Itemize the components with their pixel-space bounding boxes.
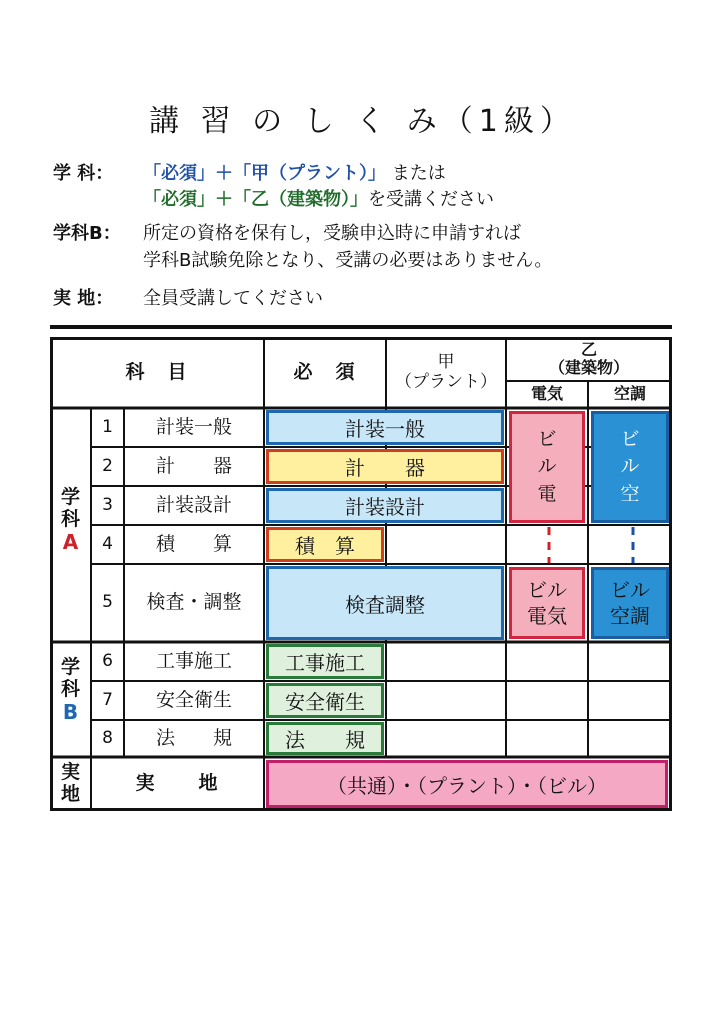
row-number: 3 [102,494,113,515]
page-title: 講 習 の し く み（1級） [149,104,576,139]
row-number: 6 [102,650,113,671]
section-a-top: 学 科 [60,486,80,530]
rule-text: 「必須」＋「乙（建築物）」 [143,189,368,210]
header-kuchou: 空調 [613,384,646,404]
box-sekisan: 積 算 [266,527,384,562]
section-b-top: 学 科 [60,656,80,700]
section-b-letter: B [62,699,79,724]
box-jitchi-all: （共通）・（プラント）・（ビル） [266,760,668,808]
rule-line [143,223,521,245]
row-subject-name: 安全衛生 [155,688,232,711]
box-biru-den-vertical: ビ ル 電 [509,411,585,523]
section-b-label [50,657,91,724]
row-subject-name: 工事施工 [155,649,232,672]
box-keisou-ippan: 計装一般 [266,410,504,445]
header-denki: 電気 [530,384,563,404]
rule-label: 実 地： [53,288,114,309]
rule-line [143,163,446,185]
section-a-label [50,487,91,554]
row-number: 7 [102,689,113,710]
box-keiki: 計 器 [266,449,504,484]
row-number: 4 [102,533,113,554]
box-kouji: 工事施工 [266,644,384,679]
header-subject: 科 目 [125,360,189,383]
header-required: 必 須 [293,360,357,383]
box-biru-denki: ビル 電気 [509,567,585,639]
row-subject-name: 検査・調整 [146,591,242,614]
rule-text: 全員受講してください [143,288,323,309]
row-number: 1 [102,416,113,437]
box-keisou-sekkei: 計装設計 [266,488,504,523]
rule-line [143,250,552,272]
jitchi-row-label: 実 地 [135,772,220,795]
row-number: 2 [102,455,113,476]
box-biru-kuu-vertical: ビ ル 空 [591,411,669,523]
row-subject-name: 計装設計 [155,493,232,516]
rule-text: 「必須」＋「甲（プラント）」 [143,163,386,184]
box-kensa: 検査調整 [266,566,504,640]
course-table [50,337,672,811]
row-subject-name: 法 規 [155,726,232,749]
box-houki: 法 規 [266,722,384,755]
row-number: 5 [102,592,113,613]
rule-label: 学科B： [53,223,121,244]
row-subject-name: 計装一般 [155,415,232,438]
row-subject-name: 積 算 [155,532,232,555]
rule-text: 所定の資格を保有し，受験申込時に申請すれば [143,223,521,244]
row-subject-name: 計 器 [155,454,232,477]
rule-text: または [386,163,446,184]
header-otsu: 乙 （建築物） [548,339,629,377]
header-kou: 甲 （プラント） [395,352,497,392]
rule-label: 学 科： [53,163,114,184]
section-a-letter: A [62,529,79,554]
box-anzen: 安全衛生 [266,683,384,718]
divider-line [50,325,672,329]
rule-text: 学科B試験免除となり、受講の必要はありません。 [143,250,553,271]
rule-line [143,189,494,211]
row-number: 8 [102,727,113,748]
rule-text: を受講ください [368,189,494,210]
section-jitchi-label: 実 地 [60,761,80,805]
box-biru-kuuchou: ビル 空調 [591,567,669,639]
rule-line [143,288,323,310]
